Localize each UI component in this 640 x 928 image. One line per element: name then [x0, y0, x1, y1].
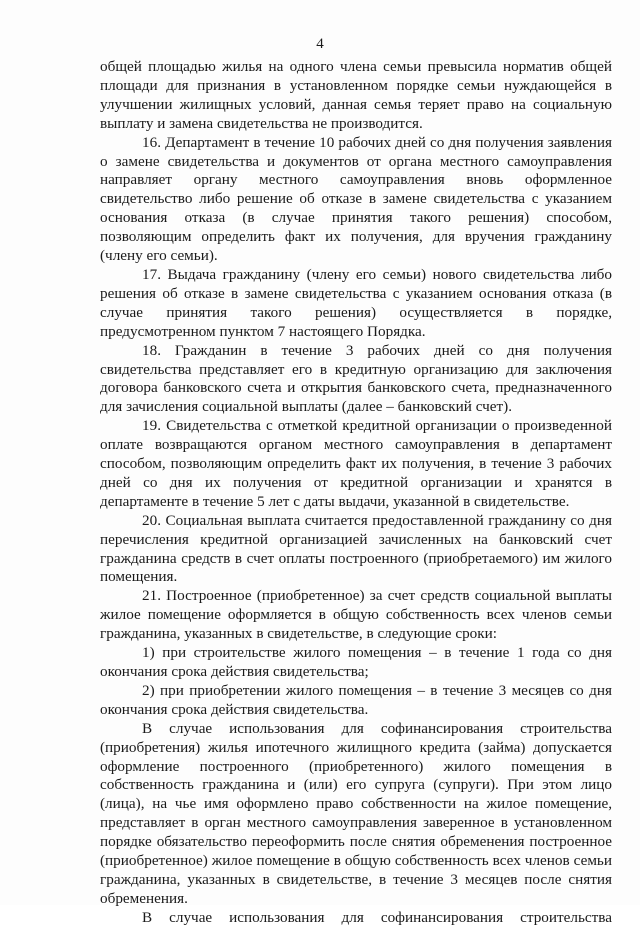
page-number: 4 — [316, 36, 324, 52]
paragraph-item-18: 18. Гражданин в течение 3 рабочих дней со дня получения свидетельства представляет его в кредитную организацию для заключения договора банковского счета и открытия банковского счета, предназначенного для зачисления социальной выплаты (далее – банковский счет). — [100, 341, 612, 416]
paragraph-item-17: 17. Выдача гражданину (члену его семьи) нового свидетельства либо решения об отказе в замене свидетельства с указанием основания отказа (в случае принятия такого решения) осуществляется в порядке, предусмотренном пунктом 7 настоящего Порядка. — [100, 265, 612, 340]
paragraph-item-21: 21. Построенное (приобретенное) за счет средств социальной выплаты жилое помещение оформляется в общую собственность всех членов семьи гражданина, указанных в свидетельстве, в следующие сроки: — [100, 587, 612, 643]
document-body — [100, 58, 612, 928]
paragraph-item-16: 16. Департамент в течение 10 рабочих дней со дня получения заявления о замене свидетельства и документов от органа местного самоуправления направляет органу местного самоуправления вновь оформленное свидетельство либо решение об отказе в замене свидетельства с указанием основания отказа (в случае принятия такого решения) способом, позволяющим определить факт их получения, для вручения гражданину (члену его семьи). — [100, 133, 612, 265]
paragraph-continuation: общей площадью жилья на одного члена семьи превысила норматив общей площади для признания в установленном порядке семьи нуждающейся в улучшении жилищных условий, данная семья теряет право на социальную выплату и замена свидетельства не производится. — [100, 58, 612, 132]
paragraph-item-19: 19. Свидетельства с отметкой кредитной организации о произведенной оплате возвращаются органом местного самоуправления в департамент способом, позволяющим определить факт их получения, в течение 3 рабочих дней со дня их получения от кредитной организации и хранятся в департаменте в течение 5 лет с даты выдачи, указанной в свидетельстве. — [100, 417, 612, 510]
paragraph-continues-next-page: В случае использования для софинансирования строительства — [142, 908, 612, 926]
paragraph-mortgage-case: В случае использования для софинансирования строительства (приобретения) жилья ипотечного жилищного кредита (займа) допускается оформление построенного (приобретенного) жилого помещения в собственность гражданина и (или) его супруга (супруги). При этом лицо (лица), на чье имя оформлено право собственности на жилое помещение, представляет в орган местного самоуправления заверенное в установленном порядке обязательство переоформить после снятия обременения построенное (приобретенное) жилое помещение в общую собственность всех членов семьи гражданина, указанных в свидетельстве, в течение 3 месяцев после снятия обременения. — [100, 719, 612, 907]
paragraph-item-20: 20. Социальная выплата считается предоставленной гражданину со дня перечисления кредитной организацией зачисленных на банковский счет гражданина средств в счет оплаты построенного (приобретаемого) им жилого помещения. — [100, 511, 612, 586]
paragraph-subitem-2: 2) при приобретении жилого помещения – в течение 3 месяцев со дня окончания срока действия свидетельства. — [100, 681, 612, 718]
paragraph-subitem-1: 1) при строительстве жилого помещения – в течение 1 года со дня окончания срока действия свидетельства; — [100, 644, 612, 680]
